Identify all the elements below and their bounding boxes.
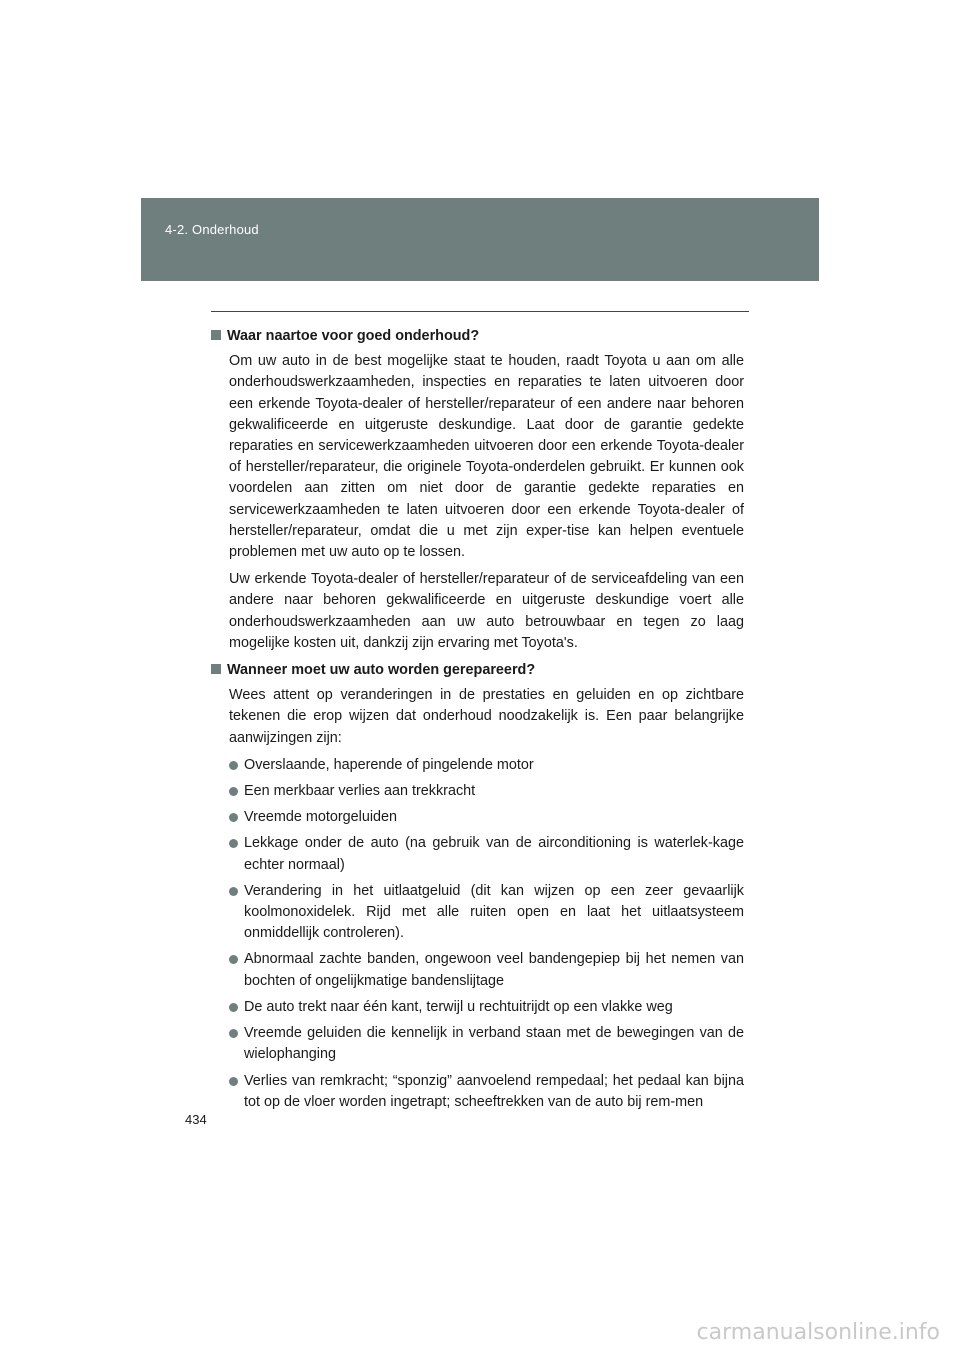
square-bullet-icon [211, 664, 221, 674]
list-item [229, 949, 744, 991]
list-item-text: Verandering in het uitlaatgeluid (dit kan wijzen op een zeer gevaarlijk koolmonoxidelek. Rijd met alle ruiten open en laat het uitlaatsysteem onmiddellijk controleren). [244, 882, 744, 942]
list-item [229, 833, 744, 875]
section-heading-text: Waar naartoe voor goed onderhoud? [227, 328, 480, 344]
section-heading-text: Wanneer moet uw auto worden gerepareerd? [227, 662, 536, 679]
round-bullet-icon [229, 761, 238, 770]
list-item-text: Verlies van remkracht; “sponzig” aanvoelend rempedaal; het pedaal kan bijna tot op de vloer worden ingetrapt; scheeftrekken van de auto bij rem-men [244, 1072, 744, 1110]
list-item-text: De auto trekt naar één kant, terwijl u rechtuitrijdt op een vlakke weg [244, 998, 673, 1015]
round-bullet-icon [229, 787, 238, 796]
round-bullet-icon [229, 1003, 238, 1012]
section-heading [211, 660, 744, 681]
round-bullet-icon [229, 1077, 238, 1086]
round-bullet-icon [229, 1029, 238, 1038]
list-item [229, 881, 744, 945]
section-label: 4-2. Onderhoud [165, 222, 259, 237]
list-item [229, 997, 744, 1018]
list-item [229, 807, 744, 828]
list-item-text: Vreemde geluiden die kennelijk in verband staan met de bewegingen van de wielophanging [244, 1025, 744, 1063]
paragraph: Uw erkende Toyota-dealer of hersteller/reparateur of de serviceafdeling van een andere naar behoren gekwalificeerde en uitgeruste deskundige voert alle onderhoudswerkzaamheden aan uw auto betrouwbaar en tegen zo laag mogelijke kosten uit, dankzij zijn ervaring met Toyota's. [229, 571, 744, 651]
list-item [229, 781, 744, 802]
list-item [229, 1023, 744, 1065]
list-item-text: Overslaande, haperende of pingelende motor [244, 756, 534, 773]
watermark: carmanualsonline.info [696, 1320, 940, 1345]
list-item-text: Een merkbaar verlies aan trekkracht [244, 783, 476, 800]
square-bullet-icon [211, 330, 221, 340]
list-item [229, 1071, 744, 1113]
paragraph: Wees attent op veranderingen in de prestaties en geluiden en op zichtbare tekenen die erop wijzen dat onderhoud noodzakelijk is. Een paar belangrijke aanwijzingen zijn: [229, 687, 744, 746]
symptom-list [211, 755, 744, 1113]
list-item-text: Abnormaal zachte banden, ongewoon veel bandengepiep bij het nemen van bochten of ongelijkmatige bandenslijtage [244, 951, 744, 989]
list-item [229, 755, 744, 776]
paragraph: Om uw auto in de best mogelijke staat te houden, raadt Toyota u aan om alle onderhoudswerkzaamheden, inspecties en reparaties te laten uitvoeren door een erkende Toyota-dealer of hersteller/reparateur of een andere naar behoren gekwalificeerde en uitgeruste deskundige. Laat door de garantie gedekte reparaties en servicewerkzaamheden uitvoeren door een erkende Toyota-dealer of hersteller/reparateur, die originele Toyota-onderdelen gebruikt. Er kunnen ook voordelen aan zitten om niet door de garantie gedekte reparaties en servicewerkzaamheden te laten uitvoeren door een erkende Toyota-dealer of hersteller/reparateur, omdat die u met zijn exper-tise kan helpen eventuele problemen met uw auto op te lossen. [229, 353, 744, 561]
list-item-text: Vreemde motorgeluiden [244, 809, 398, 826]
section-heading [211, 326, 744, 347]
top-divider [211, 311, 749, 312]
round-bullet-icon [229, 955, 238, 964]
page-number: 434 [185, 1112, 207, 1127]
list-item-text: Lekkage onder de auto (na gebruik van de airconditioning is waterlek-kage echter normaal) [244, 835, 744, 873]
round-bullet-icon [229, 839, 238, 848]
round-bullet-icon [229, 887, 238, 896]
section-header-band [141, 198, 819, 281]
page-content [211, 326, 744, 1118]
round-bullet-icon [229, 813, 238, 822]
